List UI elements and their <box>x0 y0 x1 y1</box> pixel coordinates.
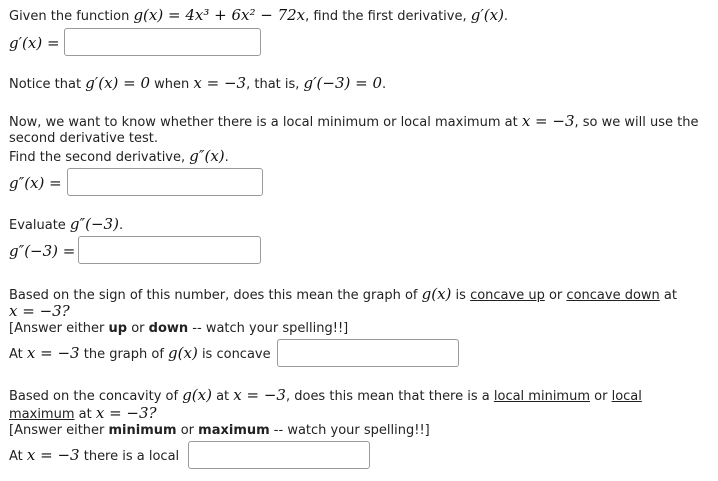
concave-up-link[interactable]: concave up <box>470 288 545 303</box>
extrema-answer-b: there is a local <box>79 449 180 464</box>
extrema-answer-math: x = −3 <box>26 446 80 464</box>
notice-math-1: g′(x) = 0 <box>85 74 151 92</box>
local-maximum-link-part-1[interactable]: local <box>611 389 642 404</box>
concavity-instr-or: or <box>127 321 149 336</box>
extrema-instr-or: or <box>176 423 199 438</box>
extrema-line-2-math: x = −3? <box>95 404 157 422</box>
extrema-answer-line <box>9 446 179 464</box>
concavity-input[interactable] <box>277 339 459 367</box>
answer-down: down <box>148 321 189 336</box>
evaluate-text <box>9 215 123 233</box>
concavity-answer-math-2: g(x) <box>168 344 198 362</box>
now-line-3a: Find the second derivative, <box>9 150 190 165</box>
answer-up: up <box>108 321 128 336</box>
answer-minimum: minimum <box>108 423 177 438</box>
extrema-line-2-at: at <box>74 407 96 422</box>
extrema-instr-b: -- watch your spelling!!] <box>269 423 430 438</box>
first-derivative-symbol: g′(x) <box>470 6 504 24</box>
concavity-answer-c: is concave <box>197 347 271 362</box>
notice-when: when <box>150 77 194 92</box>
second-derivative-label: g″(x) = <box>9 174 62 192</box>
concavity-line-1-math: g(x) <box>421 285 452 303</box>
question-1-text <box>9 6 508 24</box>
now-line-3 <box>9 147 229 165</box>
evaluate-math: g″(−3) <box>69 215 119 233</box>
now-line-3b: . <box>224 150 229 165</box>
concave-down-link[interactable]: concave down <box>566 288 660 303</box>
concavity-at: at <box>659 288 677 303</box>
local-minimum-link[interactable]: local minimum <box>493 389 590 404</box>
extrema-at-prefix: At <box>9 449 27 464</box>
extrema-input[interactable] <box>188 441 370 469</box>
now-line-1a: Now, we want to know whether there is a local minimum or local maximum at <box>9 115 522 130</box>
first-derivative-input[interactable] <box>64 28 261 56</box>
concavity-line-1a: Based on the sign of this number, does this mean the graph of <box>9 288 422 303</box>
evaluate-prefix: Evaluate <box>9 218 70 233</box>
concavity-answer-line <box>9 344 271 362</box>
notice-mid: , that is, <box>246 77 304 92</box>
extrema-instr-a: [Answer either <box>9 423 109 438</box>
concavity-instructions <box>9 321 348 336</box>
extrema-instructions <box>9 423 430 438</box>
extrema-math-1: g(x) <box>182 386 212 404</box>
local-maximum-link-part-2[interactable]: maximum <box>9 407 75 422</box>
concavity-instr-b: -- watch your spelling!!] <box>188 321 349 336</box>
notice-math-2: x = −3 <box>193 74 247 92</box>
extrema-line-1a: Based on the concavity of <box>9 389 183 404</box>
concavity-answer-math-1: x = −3 <box>26 344 80 362</box>
now-line-1b: , so we will use the <box>574 115 699 130</box>
concavity-answer-b: the graph of <box>79 347 169 362</box>
now-line-2: second derivative test. <box>9 131 158 146</box>
concavity-at-prefix: At <box>9 347 27 362</box>
notice-prefix: Notice that <box>9 77 86 92</box>
extrema-line-1c: , does this mean that there is a <box>285 389 494 404</box>
extrema-math-2: x = −3 <box>233 386 286 404</box>
function-expression: g(x) = 4x³ + 6x² − 72x <box>133 6 306 24</box>
extrema-line-2 <box>9 404 157 422</box>
extrema-line-1b: at <box>211 389 234 404</box>
first-derivative-label: g′(x) = <box>9 34 60 52</box>
second-derivative-value-input[interactable] <box>78 236 261 264</box>
now-line-1 <box>9 112 698 130</box>
notice-text <box>9 74 386 92</box>
notice-math-3: g′(−3) = 0 <box>303 74 383 92</box>
notice-end: . <box>382 77 387 92</box>
answer-maximum: maximum <box>198 423 270 438</box>
concavity-line-2-math: x = −3? <box>9 302 70 320</box>
now-line-1-math: x = −3 <box>521 112 575 130</box>
extrema-line-1 <box>9 386 642 404</box>
second-derivative-symbol: g″(x) <box>189 147 225 165</box>
second-derivative-at-minus-3-label: g″(−3) = <box>9 242 76 260</box>
concavity-instr-a: [Answer either <box>9 321 109 336</box>
extrema-or: or <box>590 389 612 404</box>
concavity-line-1 <box>9 285 677 303</box>
evaluate-end: . <box>118 218 124 233</box>
q1-prefix: Given the function <box>9 9 134 24</box>
q1-end: . <box>503 9 509 24</box>
second-derivative-input[interactable] <box>67 168 263 196</box>
q1-suffix: , find the first derivative, <box>305 9 471 24</box>
concavity-line-1b: is <box>451 288 471 303</box>
concavity-or: or <box>544 288 567 303</box>
